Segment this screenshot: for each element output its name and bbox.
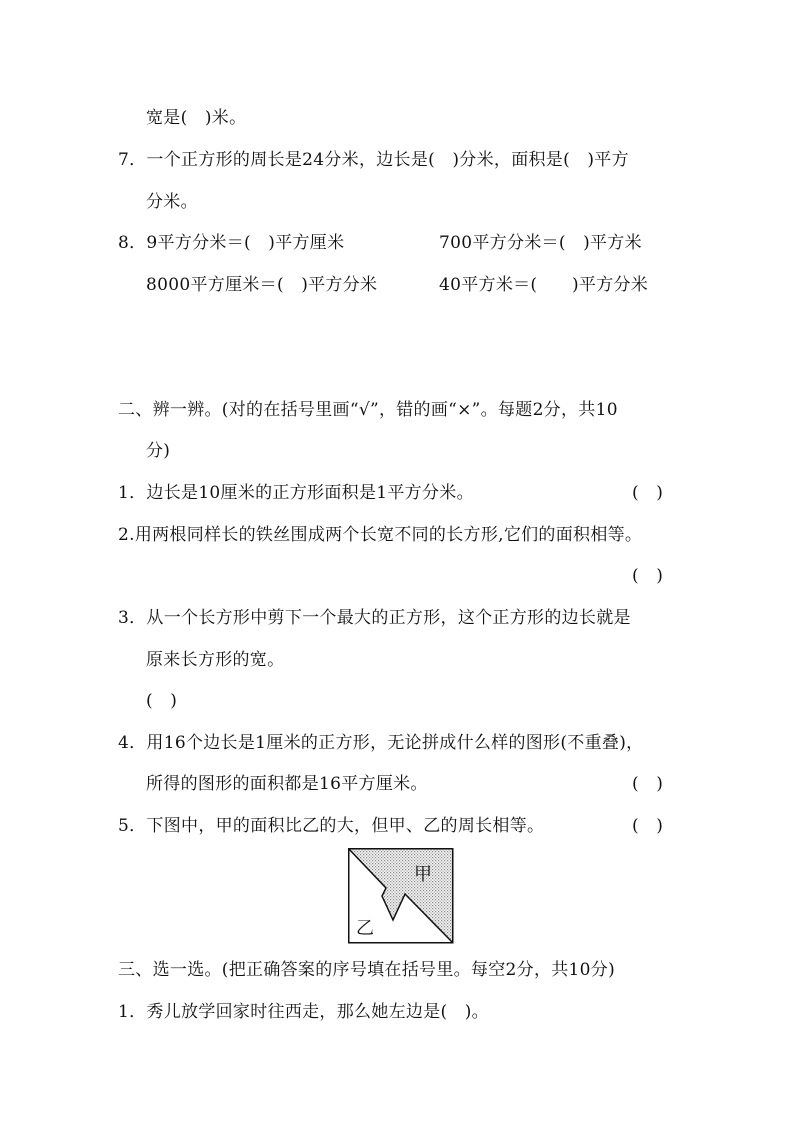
judge-q3-cont: 原来长方形的宽。	[146, 650, 285, 670]
line-q6-cont: 宽是( )米。	[146, 108, 247, 128]
section-2-heading-cont: 分)	[146, 441, 171, 461]
judge-q4: 4．用16个边长是1厘米的正方形，无论拼成什么样的图形(不重叠)，	[118, 733, 644, 753]
area-figure-svg	[348, 848, 454, 944]
judge-q4-bracket: ( )	[632, 774, 664, 794]
choose-q1: 1．秀儿放学回家时往西走，那么她左边是( )。	[118, 1002, 489, 1022]
judge-q4-cont: 所得的图形的面积都是16平方厘米。	[146, 774, 428, 794]
section-2-heading: 二、辨一辨。(对的在括号里画“√”，错的画“×”。每题2分，共10	[118, 400, 618, 420]
judge-q3-bracket: ( )	[146, 691, 178, 711]
line-q8-d: 40平方米＝( )平方分米	[439, 275, 649, 295]
label-jia: 甲	[414, 864, 432, 885]
judge-q2: 2.用两根同样长的铁丝围成两个长宽不同的长方形,它们的面积相等。	[118, 525, 643, 545]
line-q8-a: 8．9平方分米＝( )平方厘米	[118, 233, 345, 253]
judge-q3: 3．从一个长方形中剪下一个最大的正方形，这个正方形的边长就是	[118, 608, 631, 628]
judge-q2-bracket: ( )	[632, 566, 664, 586]
line-q7: 7．一个正方形的周长是24分米，边长是( )分米，面积是( )平方	[118, 150, 629, 170]
judge-q1-bracket: ( )	[632, 483, 664, 503]
line-q8-c: 8000平方厘米＝( )平方分米	[146, 275, 378, 295]
judge-q5: 5．下图中，甲的面积比乙的大，但甲、乙的周长相等。	[118, 816, 545, 836]
judge-q1: 1．边长是10厘米的正方形面积是1平方分米。	[118, 483, 474, 503]
judge-q5-bracket: ( )	[632, 816, 664, 836]
line-q8-b: 700平方分米＝( )平方米	[439, 233, 642, 253]
area-figure	[348, 848, 454, 948]
label-yi: 乙	[356, 918, 374, 939]
section-3-heading: 三、选一选。(把正确答案的序号填在括号里。每空2分，共10分)	[118, 960, 616, 980]
line-q7-cont: 分米。	[146, 192, 198, 212]
